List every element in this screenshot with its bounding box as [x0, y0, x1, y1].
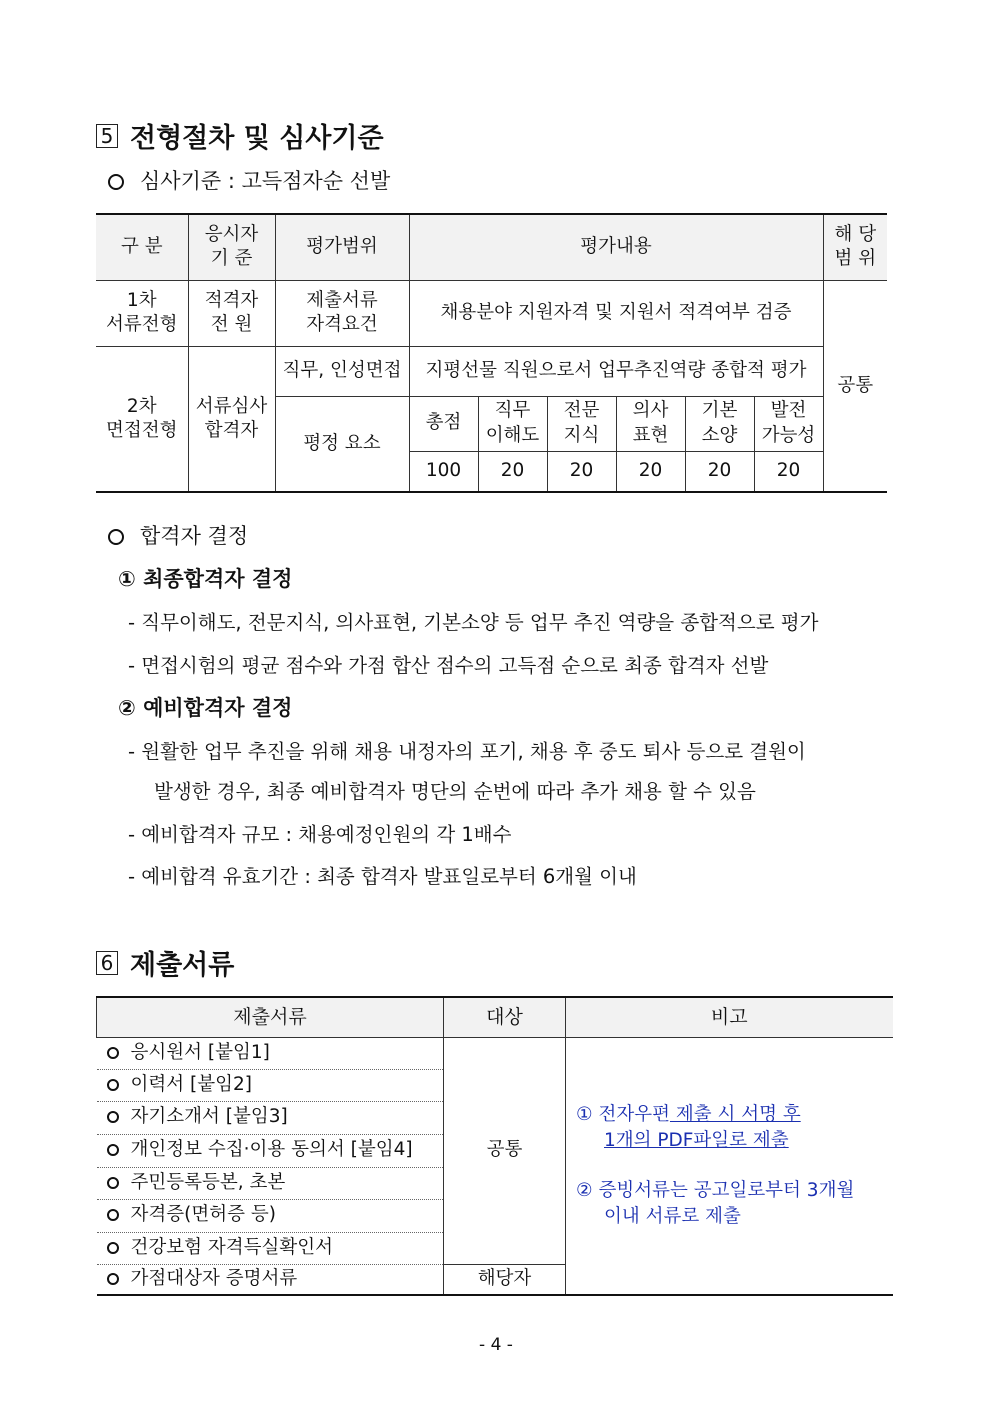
- ring-bullet-icon: [107, 1209, 119, 1221]
- reserve-item-2: - 예비합격자 규모 : 채용예정인원의 각 1배수: [128, 823, 512, 846]
- score-value: 20: [478, 451, 547, 492]
- documents-table: [96, 996, 893, 1296]
- note2-line2: 이내 서류로 제출: [604, 1205, 741, 1227]
- note2-line1: ② 증빙서류는 공고일로부터 3개월: [576, 1179, 855, 1201]
- score-label: 총점: [409, 396, 478, 451]
- table-header-row: [96, 214, 887, 280]
- notes-cell: [566, 1037, 893, 1295]
- who-2: 서류심사 합격자: [188, 346, 275, 492]
- score-value: 20: [547, 451, 616, 492]
- header-note: 비고: [566, 997, 893, 1037]
- reserve-item-1-line2: 발생한 경우, 최종 예비합격자 명단의 순번에 따라 추가 채용 할 수 있음: [154, 780, 756, 803]
- doc-label: 이력서 [붙임2]: [130, 1073, 252, 1095]
- scope-2b: 평정 요소: [275, 396, 409, 492]
- applicable-value: 공통: [823, 280, 887, 492]
- content-1: 채용분야 지원자격 및 지원서 적격여부 검증: [409, 280, 823, 346]
- doc-label: 가점대상자 증명서류: [130, 1268, 298, 1290]
- score-label: 발전 가능성: [754, 396, 823, 451]
- note1-underlined: 제출 시 서명 후: [669, 1103, 801, 1125]
- section6-title: 제출서류: [130, 950, 235, 981]
- scope-2a: 직무, 인성면접: [275, 346, 409, 396]
- reserve-title: ② 예비합격자 결정: [118, 696, 293, 720]
- ring-bullet-icon: [107, 1111, 119, 1123]
- final-item-1: - 직무이해도, 전문지식, 의사표현, 기본소양 등 업무 추진 역량을 종합적으로 평가: [128, 611, 819, 634]
- page-number: - 4 -: [479, 1335, 513, 1355]
- header-target: 대상: [444, 997, 566, 1037]
- section5-number: 5: [96, 124, 118, 148]
- header-docs: 제출서류: [97, 997, 444, 1037]
- header-eligibility: 응시자 기 준: [188, 214, 275, 280]
- final-item-2: - 면접시험의 평균 점수와 가점 합산 점수의 고득점 순으로 최종 합격자 선발: [128, 654, 769, 677]
- content-2a: 지평선물 직원으로서 업무추진역량 종합적 평가: [409, 346, 823, 396]
- doc-label: 자격증(면허증 등): [130, 1204, 276, 1226]
- stage-2: 2차 면접전형: [96, 346, 188, 492]
- circle-bullet-icon: [108, 174, 124, 190]
- note-2: [576, 1178, 893, 1230]
- doc-label: 응시원서 [붙임1]: [130, 1041, 270, 1063]
- header-content: 평가내용: [409, 214, 823, 280]
- stage-1: 1차 서류전형: [96, 280, 188, 346]
- header-gubun: 구 분: [96, 214, 188, 280]
- scope-1: 제출서류 자격요건: [275, 280, 409, 346]
- score-value: 20: [685, 451, 754, 492]
- list-item: [97, 1037, 893, 1069]
- reserve-item-1-line1: - 원활한 업무 추진을 위해 채용 내정자의 포기, 채용 후 중도 퇴사 등으로 결원이: [128, 740, 806, 763]
- ring-bullet-icon: [107, 1047, 119, 1059]
- note1-line2: 1개의 PDF파일로 제출: [604, 1129, 789, 1151]
- section6-heading: [96, 943, 234, 982]
- section5-heading: [96, 116, 384, 155]
- doc-label: 개인정보 수집·이용 동의서 [붙임4]: [130, 1139, 413, 1161]
- ring-bullet-icon: [107, 1177, 119, 1189]
- ring-bullet-icon: [107, 1242, 119, 1254]
- header-applicable: 해 당 범 위: [823, 214, 887, 280]
- pass-decision-line: [108, 520, 248, 550]
- score-label: 직무 이해도: [478, 396, 547, 451]
- score-value: 100: [409, 451, 478, 492]
- final-title: ① 최종합격자 결정: [118, 567, 293, 591]
- doc-label: 자기소개서 [붙임3]: [130, 1106, 288, 1128]
- header-scope: 평가범위: [275, 214, 409, 280]
- target-applicable: 해당자: [444, 1264, 566, 1295]
- circle-bullet-icon: [108, 529, 124, 545]
- criteria-table: [96, 213, 887, 493]
- reserve-item-3: - 예비합격 유효기간 : 최종 합격자 발표일로부터 6개월 이내: [128, 865, 637, 888]
- pass-decision-text: 합격자 결정: [140, 524, 249, 548]
- section6-number: 6: [96, 951, 118, 975]
- criteria-text: 심사기준 : 고득점자순 선발: [140, 169, 391, 193]
- doc-label: 주민등록등본, 초본: [130, 1171, 286, 1193]
- score-value: 20: [616, 451, 685, 492]
- section5-title: 전형절차 및 심사기준: [130, 123, 384, 154]
- table-row: [96, 346, 887, 396]
- ring-bullet-icon: [107, 1144, 119, 1156]
- score-label: 전문 지식: [547, 396, 616, 451]
- table-header-row: [97, 997, 893, 1037]
- score-value: 20: [754, 451, 823, 492]
- note-1: [576, 1102, 893, 1154]
- criteria-line: [108, 165, 390, 195]
- ring-bullet-icon: [107, 1079, 119, 1091]
- table-row: [96, 280, 887, 346]
- score-label: 기본 소양: [685, 396, 754, 451]
- note1-prefix: ① 전자우편: [576, 1103, 670, 1125]
- score-label: 의사 표현: [616, 396, 685, 451]
- who-1: 적격자 전 원: [188, 280, 275, 346]
- ring-bullet-icon: [107, 1273, 119, 1285]
- doc-label: 건강보험 자격득실확인서: [130, 1236, 333, 1258]
- target-common: 공통: [444, 1037, 566, 1264]
